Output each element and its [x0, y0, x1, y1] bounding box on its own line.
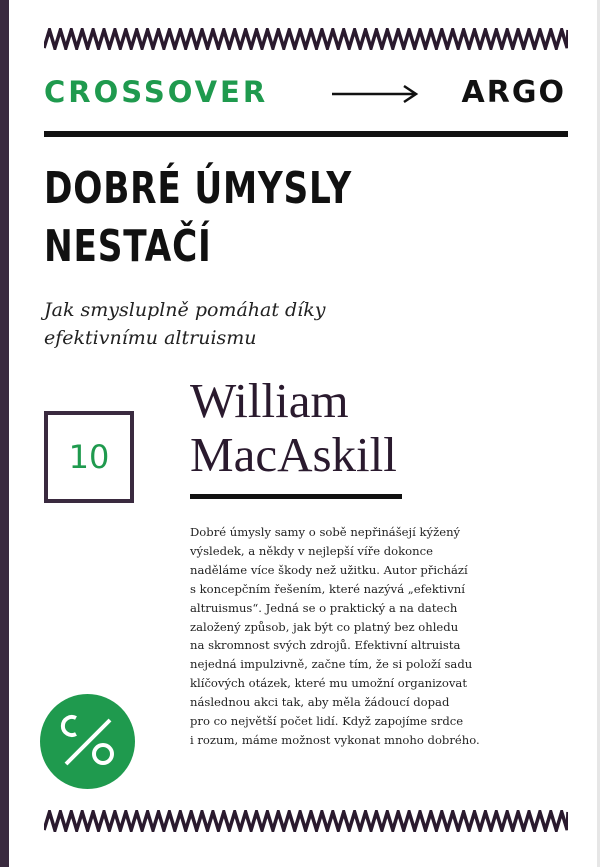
- zigzag-border-top: [44, 28, 568, 50]
- spine-edge: [0, 0, 9, 867]
- publisher-name: ARGO: [461, 75, 566, 110]
- subtitle-line: Jak smysluplně pomáhat díky: [44, 299, 326, 321]
- volume-number: 10: [68, 438, 110, 476]
- subtitle-line: efektivnímu altruismu: [44, 327, 257, 349]
- crossover-logo-icon: [40, 694, 135, 789]
- blurb-line: založený způsob, jak být co platný bez ohledu: [190, 619, 459, 634]
- blurb-line: i rozum, máme možnost vykonat mnoho dobrého.: [190, 732, 480, 747]
- author-name: [190, 374, 397, 482]
- blurb-line: naděláme více škody než užitku. Autor přichází: [190, 562, 468, 577]
- blurb-line: následnou akci tak, aby měla žádoucí dopad: [190, 695, 450, 710]
- blurb-line: nejedná impulzivně, začne tím, že si položí sadu: [190, 657, 473, 672]
- blurb-line: výsledek, a někdy v nejlepší víře dokonce: [190, 543, 433, 558]
- book-title: [44, 160, 450, 276]
- blurb-line: pro co největší počet lidí. Když zapojíme srdce: [190, 714, 464, 729]
- author-rule: [190, 494, 402, 499]
- zigzag-border-bottom: [44, 810, 568, 832]
- blurb-line: altruismus“. Jedná se o praktický a na datech: [190, 600, 458, 615]
- blurb-line: na skromnost svých zdrojů. Efektivní altruista: [190, 638, 461, 653]
- volume-number-box: [44, 411, 134, 503]
- author-line: William: [190, 373, 349, 428]
- series-name: CROSSOVER: [44, 75, 269, 109]
- blurb-line: klíčových otázek, které mu umožní organizovat: [190, 676, 468, 691]
- blurb-text: [190, 523, 540, 750]
- blurb-line: s koncepčním řešením, které nazývá „efektivní: [190, 581, 465, 596]
- top-rule: [44, 131, 568, 137]
- title-line: NESTAČÍ: [44, 221, 212, 272]
- blurb-line: Dobré úmysly samy o sobě nepřinášejí kýžený: [190, 525, 461, 539]
- book-subtitle: [44, 296, 464, 352]
- author-line: MacAskill: [190, 427, 397, 482]
- arrow-right-icon: [330, 84, 420, 104]
- title-line: DOBRÉ ÚMYSLY: [44, 163, 352, 214]
